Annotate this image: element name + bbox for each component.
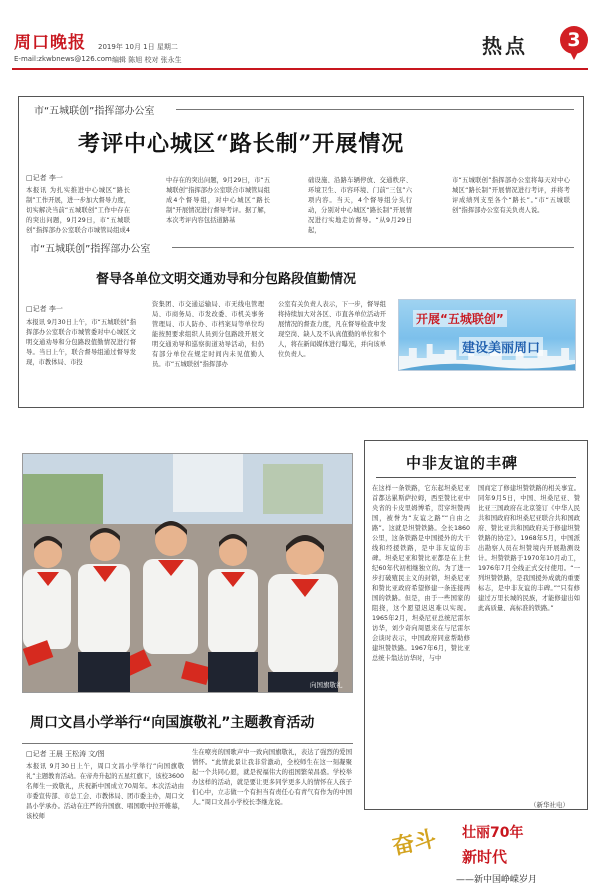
article3-col-2: 生在嘹亮的国歌声中一致向国旗敬礼，表达了强烈的爱国情怀。“此情此景让我非常激动，全校师生在这一刻凝聚起一个共同心愿，就是祝福伟大的祖国繁荣昌盛。学校举办这样的活动，就是要让更多同学更多人的情怀在人孩子们心中，立志做一个有担当有责任心有青气有作为的中国人。”周口文昌小学校长李继龙说。 [192,749,352,806]
article1-col-1: 本报讯 为扎实推进中心城区“路长制”工作开展，进一步加大督导力度，切实解决当前“五城联创”工作中存在的突出问题，9月29日，市“五城联创”指挥部办公室联合市城管局组成4 [26,187,130,234]
article1-col-4: 市“五城联创”指挥部办公室将每天对中心城区“路长制”开展情况进行考评，并将考评成绩列支至各个“路长”。”市“五城联创”指挥部办公室有关负责人说。 [452,177,570,214]
article4-rule [376,477,576,478]
section-title: 热点 [482,34,528,58]
photo-caption: 向国旗敬礼 [310,681,343,689]
article2-col-3: 公室有关负责人表示，下一步，督导组将持续加大对各区、市直各单位活动开展情况的督查力度，凡在督导检查中发现空岗、缺人及不认真值勤的单位和个人，将在新闻媒体进行曝光，并向该单位负责人。 [278,301,386,358]
editors: 编辑 陈旭 校对 张永生 [112,56,182,64]
article2-headline: 督导各单位文明交通劝导和分包路段值勤情况 [96,272,357,287]
newspaper-logo: 周口晚报 [14,33,86,53]
article3-byline: □记者 王晨 王松涛 文/图 [26,750,105,758]
banner-brush-word: 奋斗 [390,825,439,861]
masthead [0,0,600,70]
article3-col-1: 本报讯 9月30日上午，周口文昌小学举行“向国旗敬礼”主题教育活动。在帝舟升起的五星红旗下，该校3600名师生一致敬礼，庆祝新中国成立70周年。本次活动由市委宣传部、市总工会、市教体局、团市委主办，周口文昌小学承办。活动在庄严的升国旗、唱国歌中拉开帷幕，该校师 [26,763,184,820]
article2-byline: □记者 李一 [26,305,63,313]
top-rule [12,68,588,70]
article1-kicker-rule [176,109,574,110]
article2-col-2: 资集团、市交通运输局、市无线电管理局、市商务局、市发改委、市机关事务管理局、市人防办、市档案局等单位均能按照要求组织人员到分包路段开展文明交通劝导和巡察街道劝导活动，但仍有部分单位在规定时间内未见值勤人员。市“五城联创”指挥部办 [152,301,264,368]
promo-line1: 开展“五城联创” [413,310,507,327]
students-saluting-illustration [23,454,353,693]
article2-kicker: 市“五城联创”指挥部办公室 [30,244,151,255]
article2-kicker-rule [172,247,574,248]
article4-col-1: 在这样一条铁路，它东起坦桑尼亚首都达累斯萨拉姆，西至赞比亚中央省的卡皮里姆博希，贯穿坦赞两国，被誉为“友谊之路”“自由之路”。这就是坦赞铁路。全长1860公里，这条铁路是中国援外的大干线和经援铁路，是中非友谊的丰碑。坦桑尼亚和赞比亚都是在上世纪60年代初相继独立的。为了进一步打破殖民主义的封锁，坦桑尼亚和赞比亚政府希望修建一条连接两国的铁路。但是，由于一些国家的阻挠，这个愿望迟迟难以实现。1965年2月，坦桑尼亚总统尼雷尔访华，刘少奇向周恩来在与尼雷尔会谈时表示，中国政府同意帮助修建坦赞铁路。1967年6月，赞比亚总统卡翁达访华时，与中 [372,485,470,662]
article1-byline: □记者 李一 [26,174,63,182]
article1-kicker: 市“五城联创”指挥部办公室 [34,106,155,117]
article1-headline: 考评中心城区“路长制”开展情况 [78,131,405,157]
banner-line2: 新时代 [462,848,508,866]
article1-col-2: 中存在的突出问题，9月29日，市“五城联创”指挥部办公室联合市城管局组成4个督导组，对中心城区“路长制”开展情况进行督导考评。据了解，本次考评内容包括道路基 [166,177,270,224]
article4-credit: （新华社电） [530,801,569,809]
article3-headline: 周口文昌小学举行“向国旗敬礼”主题教育活动 [30,715,315,731]
article4-headline: 中非友谊的丰碑 [406,454,519,472]
article2-col-1: 本报讯 9月30日上午，市“五城联创”指挥部办公室联合市城管委对中心城区文明交通劝导和分包路段值勤情况进行督导。当日上午，联合督导组通过督导发现，市教体局、市投 [26,319,136,366]
email: E-mail:zkwbnews@126.com [14,55,112,63]
article4-col-2: 国商定了修建坦赞铁路的相关事宜。同年9月5日，中国、坦桑尼亚、赞比亚三国政府在北京签订《中华人民共和国政府和坦桑尼亚联合共和国政府、赞比亚共和国政府关于修建坦赞铁路的协定》。1968年5月，中国派出勘察人员在坦赞境内开展勘测设计。坦赞铁路于1970年10月动工，1976年7月全线正式交付使用。“一列坦赞铁路，是我国援外成就的重要标志，是中非友谊的丰碑。”“只有修建过万里长城的民族，才能修建出如此高质量、高标准的铁路。” [478,485,580,612]
page-number-badge: 3 [560,26,588,54]
students-saluting-photo [22,453,353,693]
article1-col-3: 础设施、沿路车辆停放、交通秩序、环境卫生、市容环境、门前“三包”六项内容。当天，4个督导组分头行动，分别对中心城区“路长制”开展情况进行实地走访督导。“从9月29日起， [308,177,412,234]
article3-rule [22,743,353,744]
promo-line2: 建设美丽周口 [459,337,543,356]
banner-line1: 壮丽70年 [462,825,524,841]
five-cities-promo-image [398,299,576,371]
dateline: 2019年 10月 1日 星期二 [98,43,178,51]
banner-line3: ——新中国峥嵘岁月 [456,875,538,885]
